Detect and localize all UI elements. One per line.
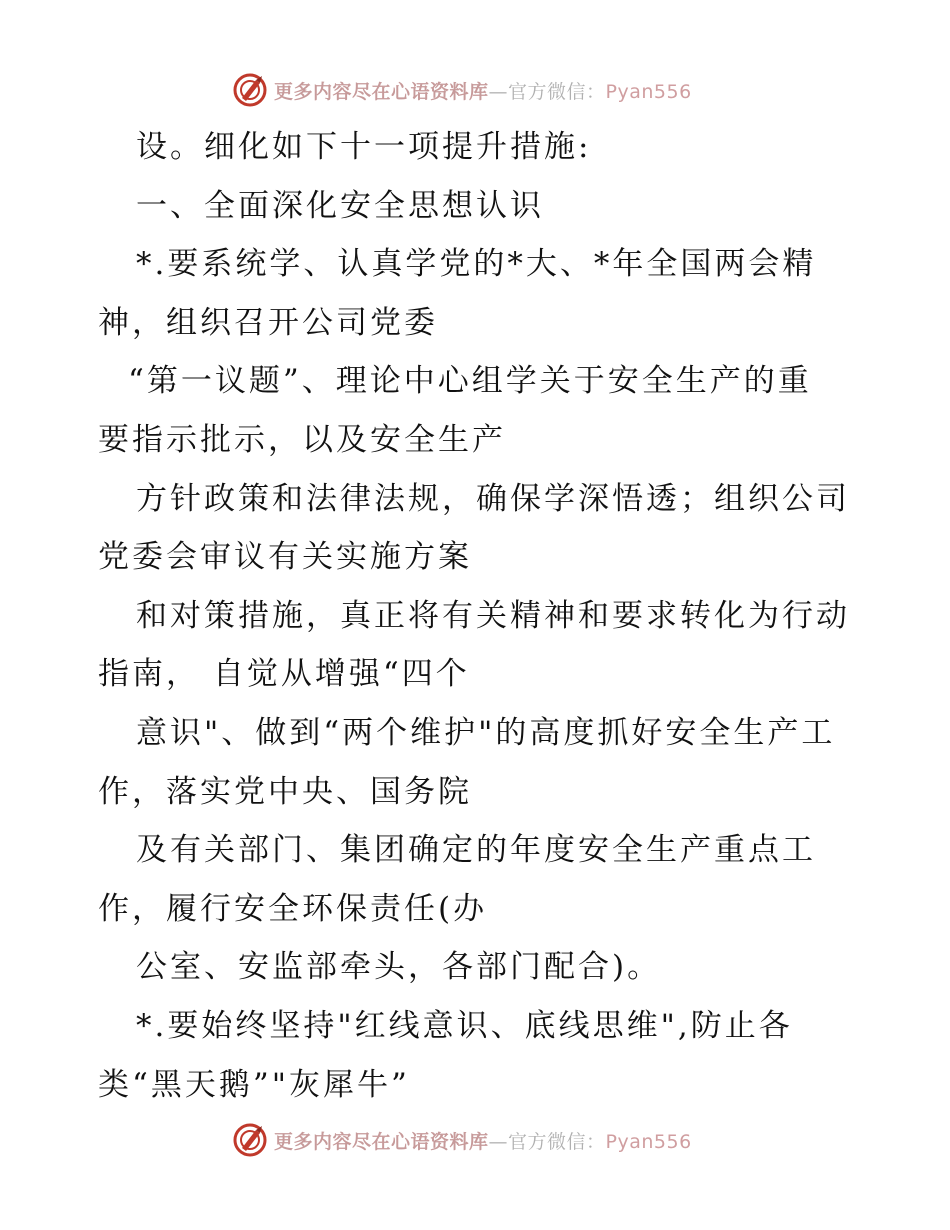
footer-watermark-text	[274, 1127, 692, 1154]
brand-logo-icon	[232, 72, 268, 108]
document-body	[98, 118, 858, 1114]
text-line: 作，落实党中央、国务院	[98, 773, 472, 810]
section-heading: 一、全面深化安全思想认识	[136, 187, 544, 224]
header-watermark	[232, 70, 752, 110]
text-line: 和对策措施，真正将有关精神和要求转化为行动	[136, 597, 850, 634]
text-line: “第一议题”、理论中心组学关于安全生产的重	[128, 363, 812, 400]
text-line: 意识"、做到“两个维护"的高度抓好安全生产工	[136, 714, 836, 751]
header-watermark-separator: —	[488, 80, 509, 103]
text-line: *.要系统学、认真学党的*大、*年全国两会精	[136, 246, 817, 283]
header-watermark-label: 官方微信：	[508, 80, 606, 103]
footer-watermark-id: Pyan556	[605, 1130, 692, 1153]
footer-watermark-label: 官方微信：	[508, 1130, 606, 1153]
text-line: 党委会审议有关实施方案	[98, 539, 472, 576]
header-watermark-id: Pyan556	[605, 80, 692, 103]
text-line: 类“黑天鹅”"灰犀牛”	[98, 1066, 410, 1103]
footer-watermark-separator: —	[488, 1130, 509, 1153]
text-line: 作，履行安全环保责任(办	[98, 890, 488, 927]
footer-watermark-brand: 更多内容尽在心语资料库	[274, 1130, 489, 1153]
text-line: 指南， 自觉从增强“四个	[98, 656, 470, 693]
brand-logo-icon	[232, 1122, 268, 1158]
text-line: 设。细化如下十一项提升措施:	[136, 129, 592, 165]
text-line: 要指示批示，以及安全生产	[98, 421, 506, 458]
header-watermark-brand: 更多内容尽在心语资料库	[274, 80, 489, 103]
text-line: 方针政策和法律法规，确保学深悟透；组织公司	[136, 480, 850, 517]
text-line: 公室、安监部牵头，各部门配合)。	[136, 949, 662, 986]
text-line: 及有关部门、集团确定的年度安全生产重点工	[136, 832, 816, 869]
header-watermark-text	[274, 77, 692, 104]
text-line: *.要始终坚持"红线意识、底线思维",防止各	[136, 1007, 793, 1044]
text-line: 神，组织召开公司党委	[98, 304, 438, 341]
footer-watermark	[232, 1120, 752, 1160]
